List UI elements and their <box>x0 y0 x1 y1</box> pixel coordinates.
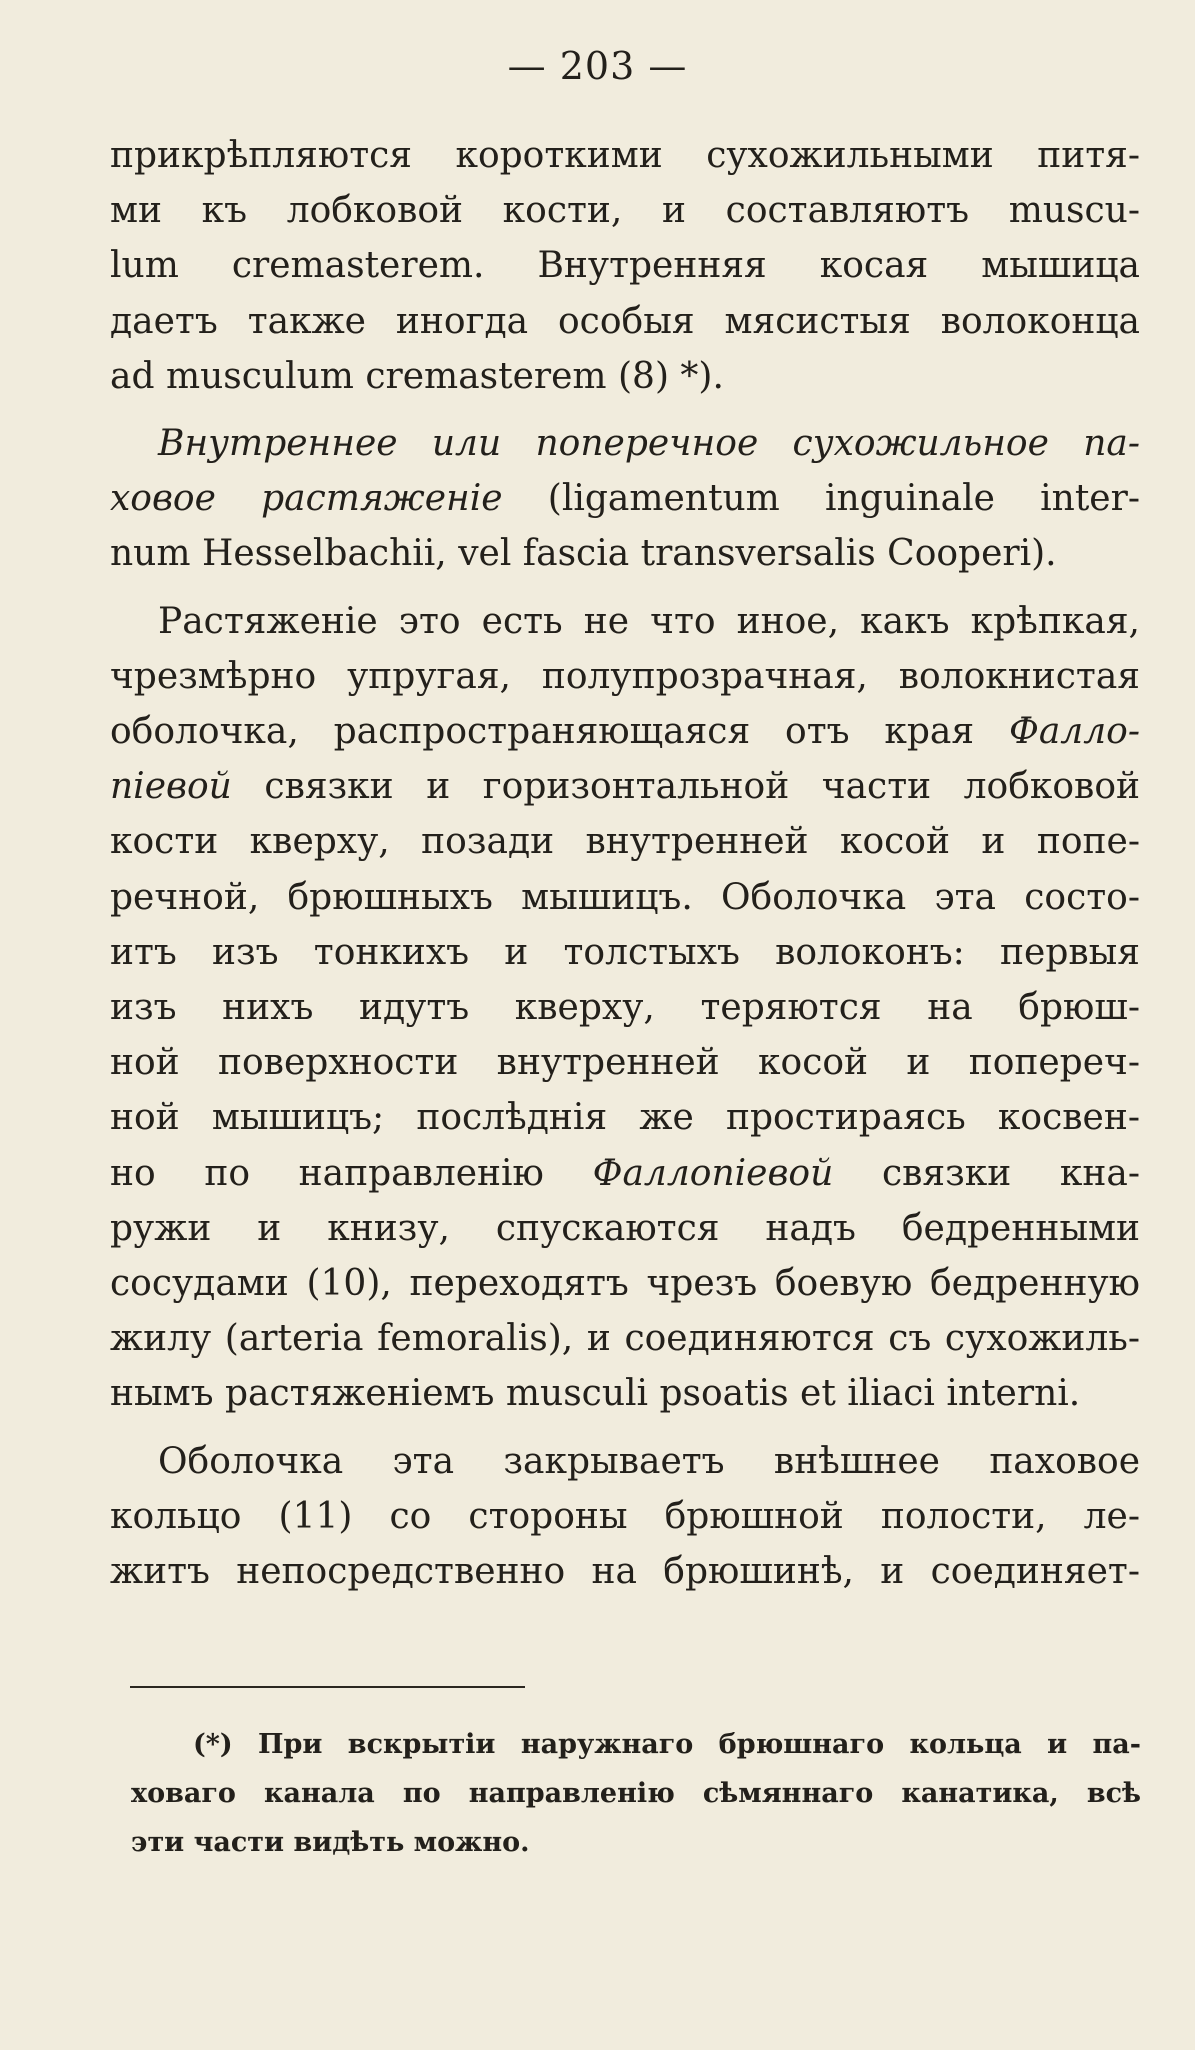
emphasis: Фалло- <box>1008 711 1140 753</box>
text-line: жилу (arteria femoralis), и соединяются съ сухожиль- <box>110 1318 1140 1360</box>
text-line: чрезмѣрно упругая, полупрозрачная, волокнистая <box>110 655 1140 697</box>
text-line: итъ изъ тонкихъ и толстыхъ волоконъ: первыя <box>110 931 1140 973</box>
section-heading-cont: ховое растяженіе <box>110 478 503 520</box>
footnote <box>131 1720 1141 1867</box>
text-line: житъ непосредственно на брюшинѣ, и соединяет- <box>110 1551 1140 1593</box>
text-line: нымъ растяженіемъ musculi psoatis et iliaci interni. <box>110 1373 1081 1415</box>
text-line: даетъ также иногда особыя мясистыя волоконца <box>110 300 1140 342</box>
text-line: lum cremasterem. Внутренняя косая мышица <box>110 245 1140 287</box>
text-line: ной поверхности внутренней косой и попереч- <box>110 1042 1140 1084</box>
text-line: ружи и книзу, спускаются надъ бедренными <box>110 1207 1140 1249</box>
emphasis: піевой <box>110 766 232 808</box>
text-line: прикрѣпляются короткими сухожильными питя- <box>110 135 1140 176</box>
text-line: кости кверху, позади внутренней косой и попе- <box>110 821 1140 863</box>
text-line <box>110 704 1140 759</box>
text-line: сосудами (10), переходятъ чрезъ боевую бедренную <box>110 1263 1140 1305</box>
text-line: Оболочка эта закрываетъ внѣшнее паховое <box>158 1440 1140 1482</box>
page-number: — 203 — <box>507 44 688 88</box>
footnote-line: (*) При вскрытіи наружнаго брюшнаго кольца и па- <box>193 1729 1141 1760</box>
text-line <box>110 1146 1140 1201</box>
text-fragment: оболочка, распространяющаяся отъ края <box>110 711 975 753</box>
text-line: Растяженіе это есть не что иное, какъ крѣпкая, <box>158 600 1140 642</box>
text-line <box>110 471 1140 526</box>
text-fragment: но по направленію <box>110 1152 544 1194</box>
text-line: кольцо (11) со стороны брюшной полости, ле- <box>110 1495 1140 1537</box>
latin-term: (ligamentum inguinale inter- <box>547 478 1140 520</box>
text-line: изъ нихъ идутъ кверху, теряются на брюш- <box>110 987 1140 1029</box>
text-fragment: связки кна- <box>881 1152 1140 1194</box>
text-line: речной, брюшныхъ мышицъ. Оболочка эта состо- <box>110 876 1140 918</box>
section-heading: Внутреннее или поперечное сухожильное па- <box>158 423 1140 465</box>
text-line: ми къ лобковой кости, и составляютъ muscu- <box>110 190 1140 232</box>
text-line: ad musculum cremasterem (8) *). <box>110 355 724 397</box>
footnote-line: эти части видѣть можно. <box>131 1827 530 1858</box>
emphasis: Фаллопіевой <box>592 1152 834 1194</box>
text-line: ной мышицъ; послѣднія же простираясь косвен- <box>110 1097 1140 1139</box>
text-line: num Hesselbachii, vel fascia transversalis Cooperi). <box>110 533 1057 575</box>
text-fragment: связки и горизонтальной части лобковой <box>264 766 1140 808</box>
main-text <box>110 128 1140 1599</box>
text-line <box>110 759 1140 814</box>
footnote-divider <box>130 1686 525 1688</box>
footnote-line: ховаго канала по направленію сѣмяннаго канатика, всѣ <box>131 1778 1141 1809</box>
